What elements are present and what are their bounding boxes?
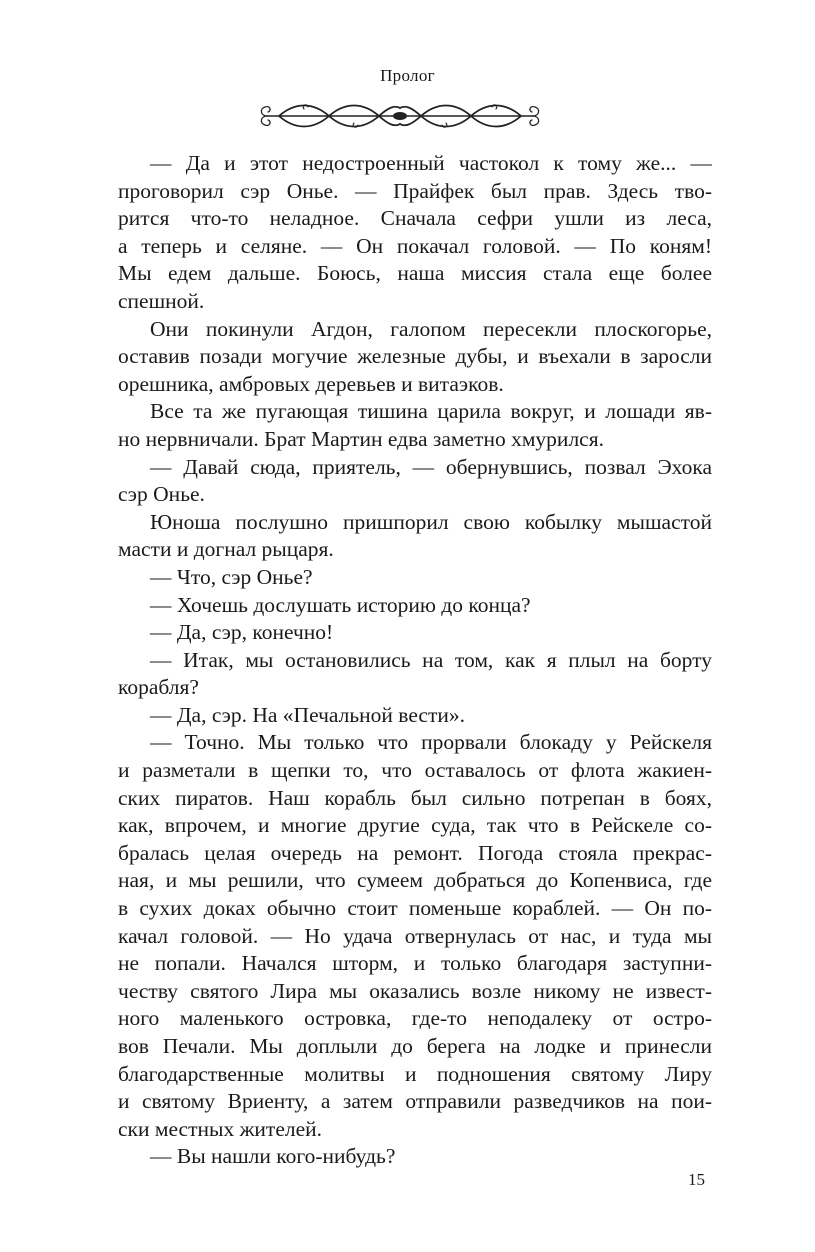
text-line: как, впрочем, и многие другие суда, так что в Рейскеле со- — [118, 813, 712, 838]
text-line: бралась целая очередь на ремонт. Погода стояла прекрас- — [118, 840, 712, 865]
text-line: и святому Вриенту, а затем отправили разведчиков на пои- — [118, 1089, 712, 1114]
text-line: ного маленького островка, где-то неподалеку от остро- — [118, 1006, 712, 1031]
text-line: — Хочешь дослушать историю до конца? — [150, 592, 531, 617]
text-line: ски местных жителей. — [118, 1116, 323, 1141]
text-line: но нервничали. Брат Мартин едва заметно хмурился. — [118, 426, 604, 451]
text-line: — Да, сэр. На «Печальной вести». — [150, 702, 465, 727]
text-line: — Точно. Мы только что прорвали блокаду у Рейскеля — [150, 730, 712, 755]
text-line: корабля? — [118, 675, 199, 700]
text-line: честву святого Лира мы оказались возле никому не извест- — [118, 978, 712, 1003]
text-line: — Да, сэр, конечно! — [150, 620, 334, 645]
text-line: в сухих доках обычно стоит поменьше кораблей. — Он по- — [118, 896, 712, 921]
flourish-ornament-icon — [257, 96, 543, 136]
text-line: не попали. Начался шторм, и только благодаря заступни- — [118, 951, 712, 976]
text-line: оставив позади могучие железные дубы, и въехали в заросли — [118, 344, 712, 369]
text-line: — Что, сэр Онье? — [150, 564, 313, 589]
text-line: Мы едем дальше. Боюсь, наша миссия стала еще более — [118, 261, 712, 286]
text-line: рится что-то неладное. Сначала сефри ушли из леса, — [118, 206, 712, 231]
text-line: благодарственные молитвы и подношения святому Лиру — [118, 1061, 712, 1086]
text-line: — Итак, мы остановились на том, как я плыл на борту — [150, 647, 712, 672]
text-line: ских пиратов. Наш корабль был сильно потрепан в боях, — [118, 785, 712, 810]
running-head-title: Пролог — [380, 66, 435, 85]
text-line: проговорил сэр Онье. — Прайфек был прав. Здесь тво- — [118, 178, 712, 203]
text-line: Они покинули Агдон, галопом пересекли плоскогорье, — [150, 316, 712, 341]
text-line: масти и догнал рыцаря. — [118, 537, 334, 562]
text-line: Все та же пугающая тишина царила вокруг, и лошади яв- — [150, 399, 712, 424]
text-line: качал головой. — Но удача отвернулась от нас, и туда мы — [118, 923, 712, 948]
page-number: 15 — [688, 1170, 705, 1189]
text-line: а теперь и селяне. — Он покачал головой. — По коням! — [118, 233, 712, 258]
text-line: орешника, амбровых деревьев и витаэков. — [118, 371, 504, 396]
page-body-text — [118, 150, 712, 1171]
text-line: — Вы нашли кого-нибудь? — [150, 1144, 396, 1169]
text-line: — Давай сюда, приятель, — обернувшись, позвал Эхока — [150, 454, 712, 479]
text-line: вов Печали. Мы доплыли до берега на лодке и принесли — [118, 1034, 712, 1058]
text-line: — Да и этот недостроенный частокол к тому же... — — [150, 151, 712, 175]
text-line: спешной. — [118, 288, 205, 313]
text-line: ная, и мы решили, что сумеем добраться до Копенвиса, где — [118, 868, 712, 893]
text-line: сэр Онье. — [118, 482, 205, 507]
text-line: и разметали в щепки то, что оставалось от флота жакиен- — [118, 758, 712, 783]
text-line: Юноша послушно пришпорил свою кобылку мышастой — [150, 509, 712, 534]
